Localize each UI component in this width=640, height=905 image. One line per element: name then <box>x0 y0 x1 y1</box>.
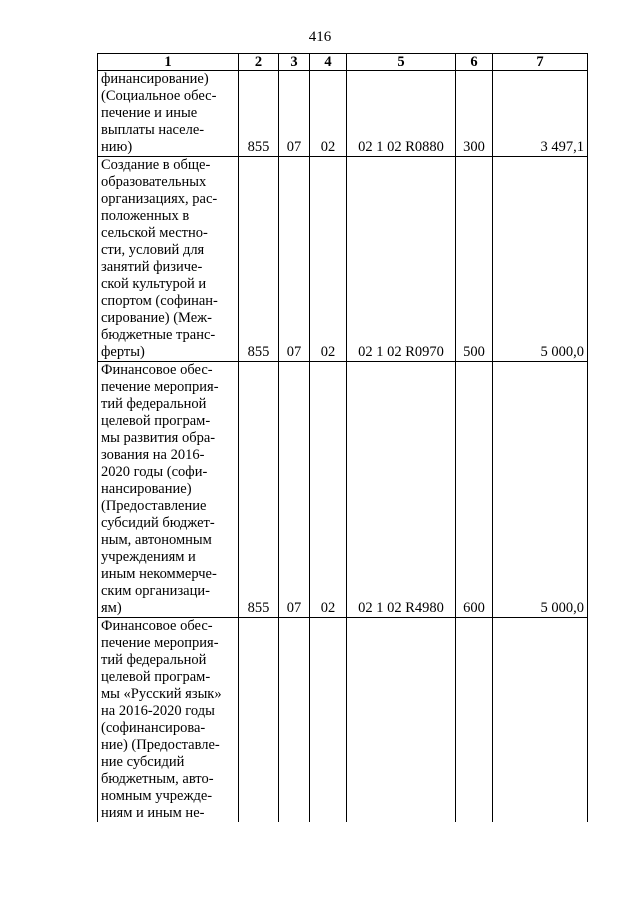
cell-vr <box>456 618 493 823</box>
row-description <box>98 618 239 823</box>
description-line: Финансовое обес- <box>101 362 213 378</box>
description-line: печение и иные <box>101 105 198 121</box>
cell-ved: 855 <box>239 157 279 362</box>
page-number: 416 <box>308 29 332 45</box>
cell-pr: 02 <box>310 362 347 618</box>
row-description <box>98 71 239 157</box>
table-row <box>98 362 588 618</box>
description-line: ние) (Предоставле- <box>101 737 220 753</box>
description-line: (софинансирова- <box>101 720 206 736</box>
description-line: ние субсидий <box>101 754 185 770</box>
cell-pr: 02 <box>310 157 347 362</box>
description-line: мы развития обра- <box>101 430 216 446</box>
description-line: Создание в обще- <box>101 157 211 173</box>
cell-pr: 02 <box>310 71 347 157</box>
description-line: мы «Русский язык» <box>101 686 222 702</box>
column-header-4: 4 <box>310 54 347 71</box>
description-line: ским организаци- <box>101 583 210 599</box>
description-line: ниям и иным не- <box>101 805 205 821</box>
cell-csr: 02 1 02 R0970 <box>347 157 456 362</box>
description-line: бюджетным, авто- <box>101 771 214 787</box>
table-row <box>98 618 588 823</box>
cell-rz: 07 <box>279 362 310 618</box>
description-line: бюджетные транс- <box>101 327 216 343</box>
description-line: на 2016-2020 годы <box>101 703 215 719</box>
cell-csr <box>347 618 456 823</box>
description-line: сирование) (Меж- <box>101 310 213 326</box>
table-header <box>98 54 588 71</box>
description-line: зования на 2016- <box>101 447 205 463</box>
description-line: Финансовое обес- <box>101 618 213 634</box>
description-line: тий федеральной <box>101 652 207 668</box>
description-line: образовательных <box>101 174 207 190</box>
column-header-1: 1 <box>98 54 239 71</box>
description-line: ным, автономным <box>101 532 212 548</box>
description-line: (Социальное обес- <box>101 88 217 104</box>
table-body <box>98 71 588 823</box>
cell-vr: 300 <box>456 71 493 157</box>
cell-sum <box>493 618 588 823</box>
description-line: (Предоставление <box>101 498 207 514</box>
cell-sum: 5 000,0 <box>493 157 588 362</box>
description-line: нансирование) <box>101 481 192 497</box>
description-line: спортом (софинан- <box>101 293 218 309</box>
description-line: тий федеральной <box>101 396 207 412</box>
description-line: целевой програм- <box>101 413 211 429</box>
cell-vr: 600 <box>456 362 493 618</box>
cell-ved <box>239 618 279 823</box>
description-line: номным учрежде- <box>101 788 213 804</box>
description-line: сельской местно- <box>101 225 208 241</box>
cell-pr <box>310 618 347 823</box>
description-line: организациях, рас- <box>101 191 218 207</box>
cell-ved: 855 <box>239 362 279 618</box>
description-line: иным некоммерче- <box>101 566 217 582</box>
description-line: выплаты населе- <box>101 122 205 138</box>
description-line: субсидий бюджет- <box>101 515 215 531</box>
description-line: ферты) <box>101 344 145 360</box>
cell-sum: 5 000,0 <box>493 362 588 618</box>
column-header-2: 2 <box>239 54 279 71</box>
table-row <box>98 71 588 157</box>
description-line: печение мероприя- <box>101 635 219 651</box>
cell-sum: 3 497,1 <box>493 71 588 157</box>
description-line: целевой програм- <box>101 669 211 685</box>
column-header-6: 6 <box>456 54 493 71</box>
header-row <box>98 54 588 71</box>
description-line: ям) <box>101 600 122 616</box>
description-line: сти, условий для <box>101 242 205 258</box>
cell-vr: 500 <box>456 157 493 362</box>
cell-rz <box>279 618 310 823</box>
column-header-3: 3 <box>279 54 310 71</box>
budget-table <box>97 53 588 822</box>
cell-rz: 07 <box>279 71 310 157</box>
row-description <box>98 157 239 362</box>
description-line: печение мероприя- <box>101 379 219 395</box>
cell-rz: 07 <box>279 157 310 362</box>
cell-csr: 02 1 02 R0880 <box>347 71 456 157</box>
description-line: нию) <box>101 139 133 155</box>
description-line: занятий физиче- <box>101 259 203 275</box>
cell-csr: 02 1 02 R4980 <box>347 362 456 618</box>
description-line: ской культурой и <box>101 276 207 292</box>
description-line: финансирование) <box>101 71 209 87</box>
column-header-5: 5 <box>347 54 456 71</box>
description-line: 2020 годы (софи- <box>101 464 208 480</box>
description-line: положенных в <box>101 208 190 224</box>
column-header-7: 7 <box>493 54 588 71</box>
cell-ved: 855 <box>239 71 279 157</box>
row-description <box>98 362 239 618</box>
table-row <box>98 157 588 362</box>
description-line: учреждениям и <box>101 549 196 565</box>
